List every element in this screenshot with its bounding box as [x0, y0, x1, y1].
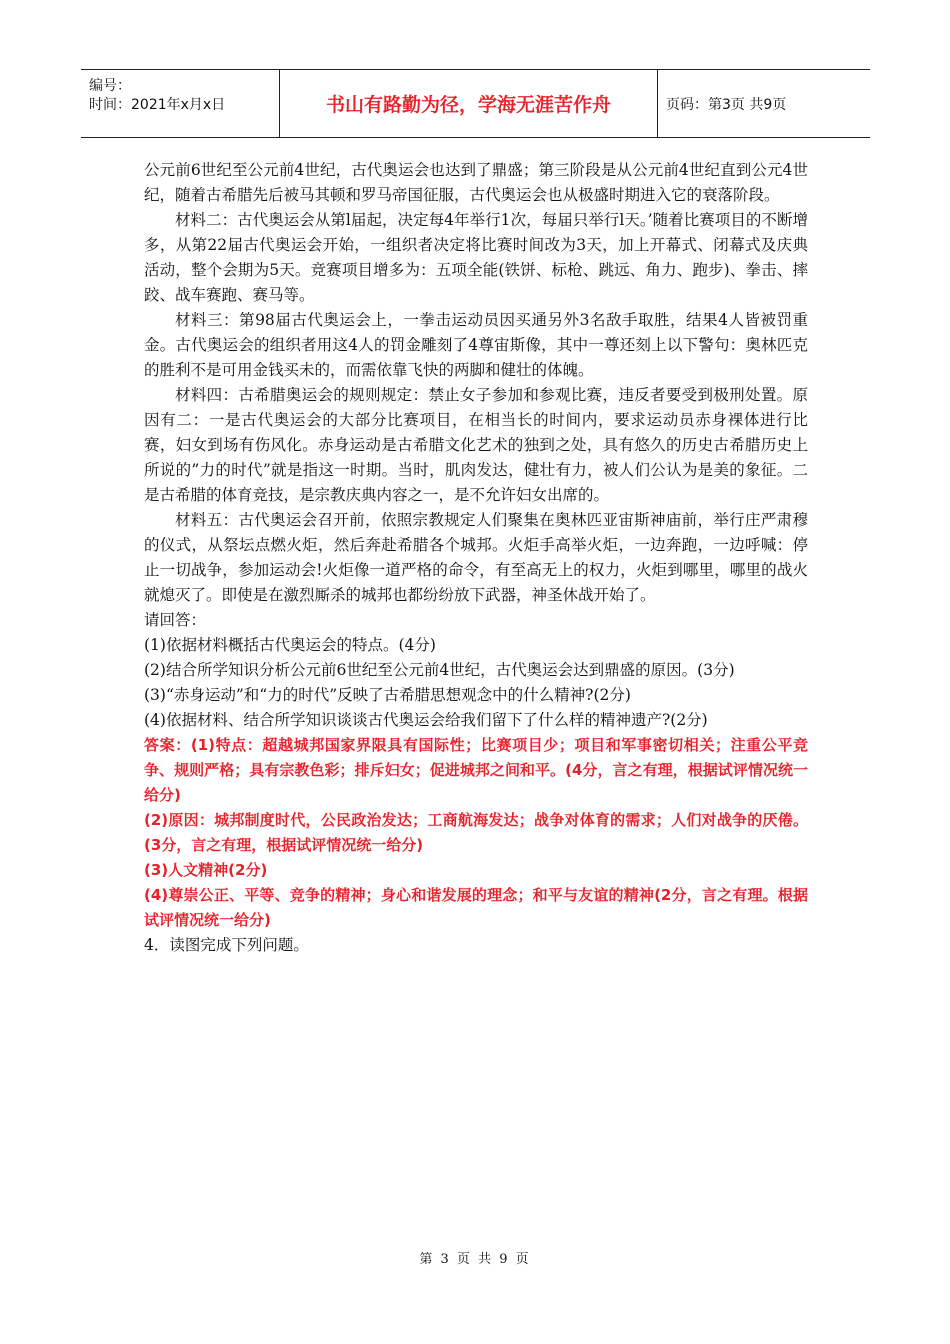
question-2: (2)结合所学知识分析公元前6世纪至公元前4世纪，古代奥运会达到鼎盛的原因。(3分)	[144, 661, 735, 679]
paragraph-material-two: 材料二：古代奥运会从第l届起，决定每4年举行1次，每届只举行l天。’随着比赛项目的不断增多，从第22届古代奥运会开始，一组织者决定将比赛时间改为3天，加上开幕式、闭幕式及庆典活动，整个会期为5天。竞赛项目增多为：五项全能(铁饼、标枪、跳远、角力、跑步)、拳击、摔跤、战车赛跑、赛马等。	[144, 211, 808, 304]
question-1: (1)依据材料概括古代奥运会的特点。(4分)	[144, 636, 436, 654]
answer-prompt: 请回答：	[144, 611, 207, 629]
paragraph-material-four: 材料四：古希腊奥运会的规则规定：禁止女子参加和参观比赛，违反者要受到极刑处置。原因有二：一是古代奥运会的大部分比赛项目，在相当长的时间内，要求运动员赤身裸体进行比赛，妇女到场有伤风化。赤身运动是古希腊文化艺术的独到之处，具有悠久的历史古希腊历史上所说的”力的时代”就是指这一时期。当时，肌肉发达，健壮有力，被人们公认为是美的象征。二是古希腊的体育竞技，是宗教庆典内容之一，是不允许妇女出席的。	[144, 386, 808, 504]
next-question: 4．读图完成下列问题。	[144, 936, 309, 954]
header-motto-cell	[280, 70, 658, 137]
paragraph-material-three: 材料三：第98届古代奥运会上，一拳击运动员因买通另外3名敌手取胜，结果4人皆被罚重金。古代奥运会的组织者用这4人的罚金雕刻了4尊宙斯像，其中一尊还刻上以下警句：奥林匹克的胜利不是可用金钱买未的，而需依靠飞快的两脚和健壮的体魄。	[144, 311, 808, 379]
header-page-cell	[658, 70, 870, 137]
date-label: 时间：2021年x月x日	[89, 97, 226, 113]
answer-3: (3)人文精神(2分)	[144, 861, 268, 879]
document-body	[144, 158, 808, 958]
answer-1: 答案：(1)特点：超越城邦国家界限具有国际性；比赛项目少；项目和军事密切相关；注重公平竞争、规则严格；具有宗教色彩；排斥妇女；促进城邦之间和平。(4分，言之有理，根据试评情况统一给分)	[144, 736, 808, 804]
answer-2: (2)原因：城邦制度时代，公民政治发达；工商航海发达；战争对体育的需求；人们对战争的厌倦。(3分，言之有理，根据试评情况统一给分)	[144, 811, 808, 854]
number-label: 编号：	[89, 78, 131, 94]
answer-4: (4)尊崇公正、平等、竞争的精神；身心和谐发展的理念；和平与友谊的精神(2分，言之有理。根据试评情况统一给分)	[144, 886, 808, 929]
question-4: (4)依据材料、结合所学知识谈谈古代奥运会给我们留下了什么样的精神遗产?(2分)	[144, 711, 708, 729]
page-label: 页码：第3页 共9页	[666, 96, 787, 113]
page-footer: 第 3 页 共 9 页	[419, 1252, 531, 1267]
motto-text: 书山有路勤为径，学海无涯苦作舟	[325, 94, 611, 116]
page-header	[81, 69, 870, 138]
paragraph-material-five: 材料五：古代奥运会召开前，依照宗教规定人们聚集在奥林匹亚宙斯神庙前，举行庄严肃穆的仪式，从祭坛点燃火炬，然后奔赴希腊各个城邦。火炬手高举火炬，一边奔跑，一边呼喊：停止一切战争，参加运动会!火炬像一道严格的命令，有至高无上的权力，火炬到哪里，哪里的战火就熄灭了。即使是在激烈厮杀的城邦也都纷纷放下武器，神圣休战开始了。	[144, 511, 808, 604]
question-3: (3)“赤身运动”和“力的时代”反映了古希腊思想观念中的什么精神?(2分)	[144, 686, 631, 704]
paragraph-material-one-tail: 公元前6世纪至公元前4世纪，古代奥运会也达到了鼎盛；第三阶段是从公元前4世纪直到公元4世纪，随着古希腊先后被马其顿和罗马帝国征服，古代奥运会也从极盛时期进入它的衰落阶段。	[144, 161, 808, 204]
header-info-cell	[81, 70, 280, 137]
